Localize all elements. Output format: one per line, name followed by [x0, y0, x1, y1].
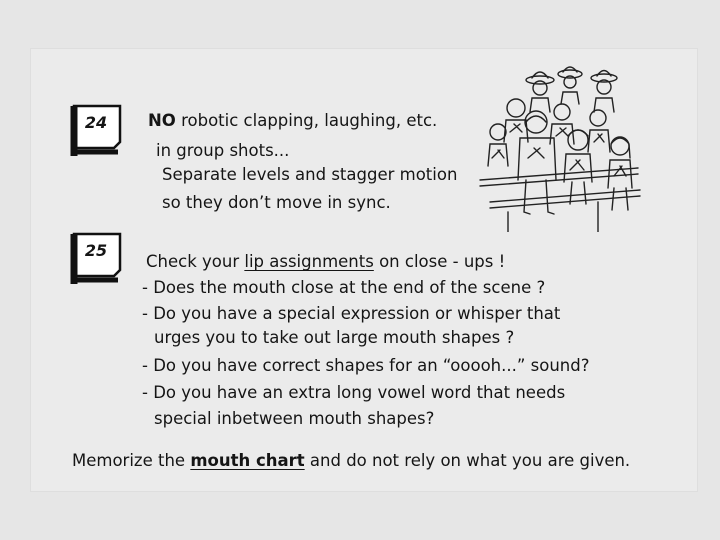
- tip-24-line-3: Separate levels and stagger motion: [162, 165, 458, 184]
- lip-assignments-term: lip assignments: [244, 252, 374, 271]
- question-4-line-2: special inbetween mouth shapes?: [154, 409, 435, 428]
- tip-24-number: 24: [84, 113, 108, 132]
- question-1: - Does the mouth close at the end of the scene ?: [142, 278, 546, 297]
- closing-note-end: and do not rely on what you are given.: [309, 451, 631, 470]
- question-2-line-2: urges you to take out large mouth shapes ?: [154, 328, 515, 347]
- tip-25-number: 25: [84, 241, 108, 260]
- closing-note-start: Memorize the: [72, 451, 186, 470]
- tip-24-line-1-text: robotic clapping, laughing, etc.: [181, 111, 438, 130]
- tip-25-badge: [70, 232, 120, 276]
- tip-25-intro-start: Check your: [146, 252, 240, 271]
- closing-note: [72, 450, 630, 472]
- question-2-line-1: - Do you have a special expression or whisper that: [142, 304, 561, 323]
- question-3: - Do you have correct shapes for an “ooooh...” sound?: [142, 356, 590, 375]
- clapping-crowd-illustration: [470, 62, 645, 232]
- tip-24-line-4: so they don’t move in sync.: [162, 193, 391, 212]
- tip-24-line-2: in group shots...: [156, 141, 290, 160]
- tip-25-intro-end: on close - ups !: [379, 252, 506, 271]
- tip-24-badge: [70, 104, 120, 148]
- mouth-chart-term: mouth chart: [190, 451, 305, 470]
- tip-24-line-1: [148, 110, 437, 132]
- tip-24-emphasis: NO: [148, 111, 176, 130]
- question-4-line-1: - Do you have an extra long vowel word that needs: [142, 383, 566, 402]
- tip-25-intro: [146, 251, 505, 273]
